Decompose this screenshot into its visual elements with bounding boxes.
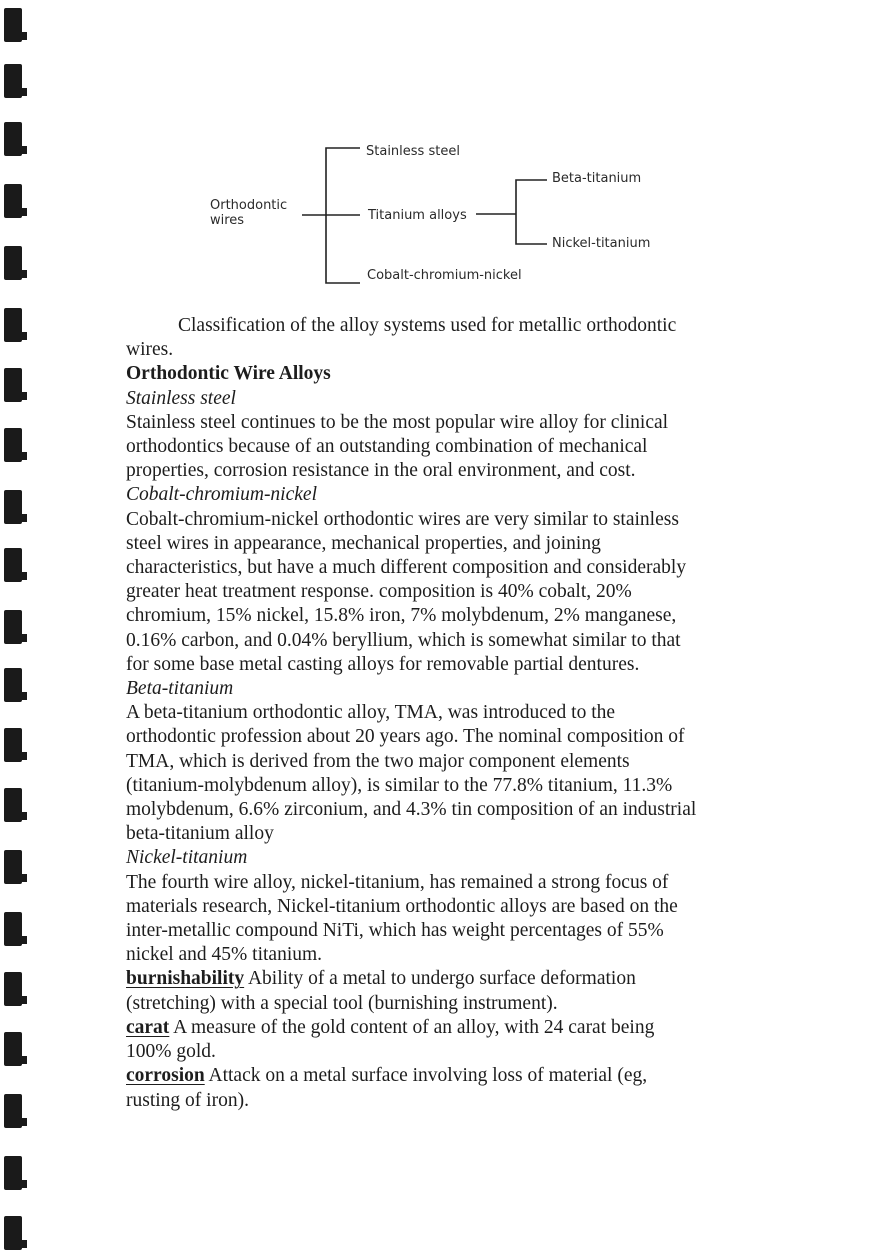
root-label-line: wires xyxy=(210,213,245,228)
paragraph-line: for some base metal casting alloys for removable partial dentures. xyxy=(126,653,640,675)
sub-branch-beta-titanium: Beta-titanium xyxy=(552,171,642,186)
binding-hole xyxy=(4,788,22,822)
paragraph-line: 0.16% carbon, and 0.04% beryllium, which is somewhat similar to that xyxy=(126,629,681,651)
binding-hole xyxy=(4,1094,22,1128)
glossary-entry-carat xyxy=(126,1016,786,1040)
paragraph-line: molybdenum, 6.6% zirconium, and 4.3% tin composition of an industrial xyxy=(126,799,697,821)
glossary-term: burnishability xyxy=(126,968,245,990)
glossary-definition: Attack on a metal surface involving loss of material (eg, xyxy=(204,1065,648,1087)
figure-caption-line: Classification of the alloy systems used for metallic orthodontic xyxy=(178,315,677,336)
section-title: Orthodontic Wire Alloys xyxy=(126,363,331,385)
figure-caption-line: wires. xyxy=(126,339,174,361)
binding-hole xyxy=(4,850,22,884)
glossary-definition-line: 100% gold. xyxy=(126,1041,216,1063)
binding-hole xyxy=(4,308,22,342)
paragraph-line: TMA, which is derived from the two major component elements xyxy=(126,750,630,772)
glossary-term: corrosion xyxy=(126,1065,205,1087)
binding-hole xyxy=(4,1216,22,1250)
paragraph-line: The fourth wire alloy, nickel-titanium, has remained a strong focus of xyxy=(126,871,669,893)
paragraph-line: inter-metallic compound NiTi, which has weight percentages of 55% xyxy=(126,920,664,942)
branch-titanium-alloys: Titanium alloys xyxy=(368,208,467,223)
glossary-definition-line: (stretching) with a special tool (burnishing instrument). xyxy=(126,992,558,1014)
root-label-line: Orthodontic xyxy=(210,198,288,213)
paragraph-line: properties, corrosion resistance in the oral environment, and cost. xyxy=(126,460,636,482)
glossary-definition: Ability of a metal to undergo surface deformation xyxy=(244,968,636,990)
paragraph-line: Cobalt-chromium-nickel orthodontic wires are very similar to stainless xyxy=(126,508,679,530)
paragraph-line: orthodontics because of an outstanding combination of mechanical xyxy=(126,436,648,458)
paragraph-line: Stainless steel continues to be the most popular wire alloy for clinical xyxy=(126,411,669,433)
binding-hole xyxy=(4,368,22,402)
binding-hole xyxy=(4,728,22,762)
subheading-beta-titanium: Beta-titanium xyxy=(126,678,234,700)
paragraph-line: A beta-titanium orthodontic alloy, TMA, was introduced to the xyxy=(126,702,616,724)
classification-diagram xyxy=(0,0,883,300)
document-body xyxy=(126,314,786,1113)
glossary-term: carat xyxy=(126,1016,170,1038)
paragraph-line: nickel and 45% titanium. xyxy=(126,944,323,966)
glossary-definition: A measure of the gold content of an alloy, with 24 carat being xyxy=(169,1016,655,1038)
subheading-stainless-steel: Stainless steel xyxy=(126,387,236,409)
titanium-bracket xyxy=(516,180,547,244)
paragraph-line: beta-titanium alloy xyxy=(126,823,274,845)
sub-branch-nickel-titanium: Nickel-titanium xyxy=(552,236,651,251)
subheading-cobalt-chromium-nickel: Cobalt-chromium-nickel xyxy=(126,484,317,506)
binding-hole xyxy=(4,428,22,462)
glossary-entry-corrosion xyxy=(126,1064,786,1088)
glossary-entry-burnishability xyxy=(126,967,786,991)
branch-stainless-steel: Stainless steel xyxy=(366,144,460,159)
binding-hole xyxy=(4,912,22,946)
paragraph-line: steel wires in appearance, mechanical properties, and joining xyxy=(126,532,601,554)
binding-hole xyxy=(4,1032,22,1066)
subheading-nickel-titanium: Nickel-titanium xyxy=(126,847,248,869)
glossary-definition-line: rusting of iron). xyxy=(126,1089,249,1111)
paragraph-line: chromium, 15% nickel, 15.8% iron, 7% molybdenum, 2% manganese, xyxy=(126,605,677,627)
binding-hole xyxy=(4,548,22,582)
paragraph-line: characteristics, but have a much different composition and considerably xyxy=(126,557,687,579)
binding-hole xyxy=(4,490,22,524)
paragraph-line: greater heat treatment response. composition is 40% cobalt, 20% xyxy=(126,581,632,603)
paragraph-line: materials research, Nickel-titanium orthodontic alloys are based on the xyxy=(126,895,678,917)
binding-hole xyxy=(4,610,22,644)
binding-hole xyxy=(4,668,22,702)
branch-cobalt-chromium-nickel: Cobalt-chromium-nickel xyxy=(367,268,522,283)
binding-hole xyxy=(4,972,22,1006)
binding-hole xyxy=(4,1156,22,1190)
diagram-root-label xyxy=(210,198,287,228)
paragraph-line: (titanium-molybdenum alloy), is similar to the 77.8% titanium, 11.3% xyxy=(126,774,673,796)
paragraph-line: orthodontic profession about 20 years ago. The nominal composition of xyxy=(126,726,685,748)
